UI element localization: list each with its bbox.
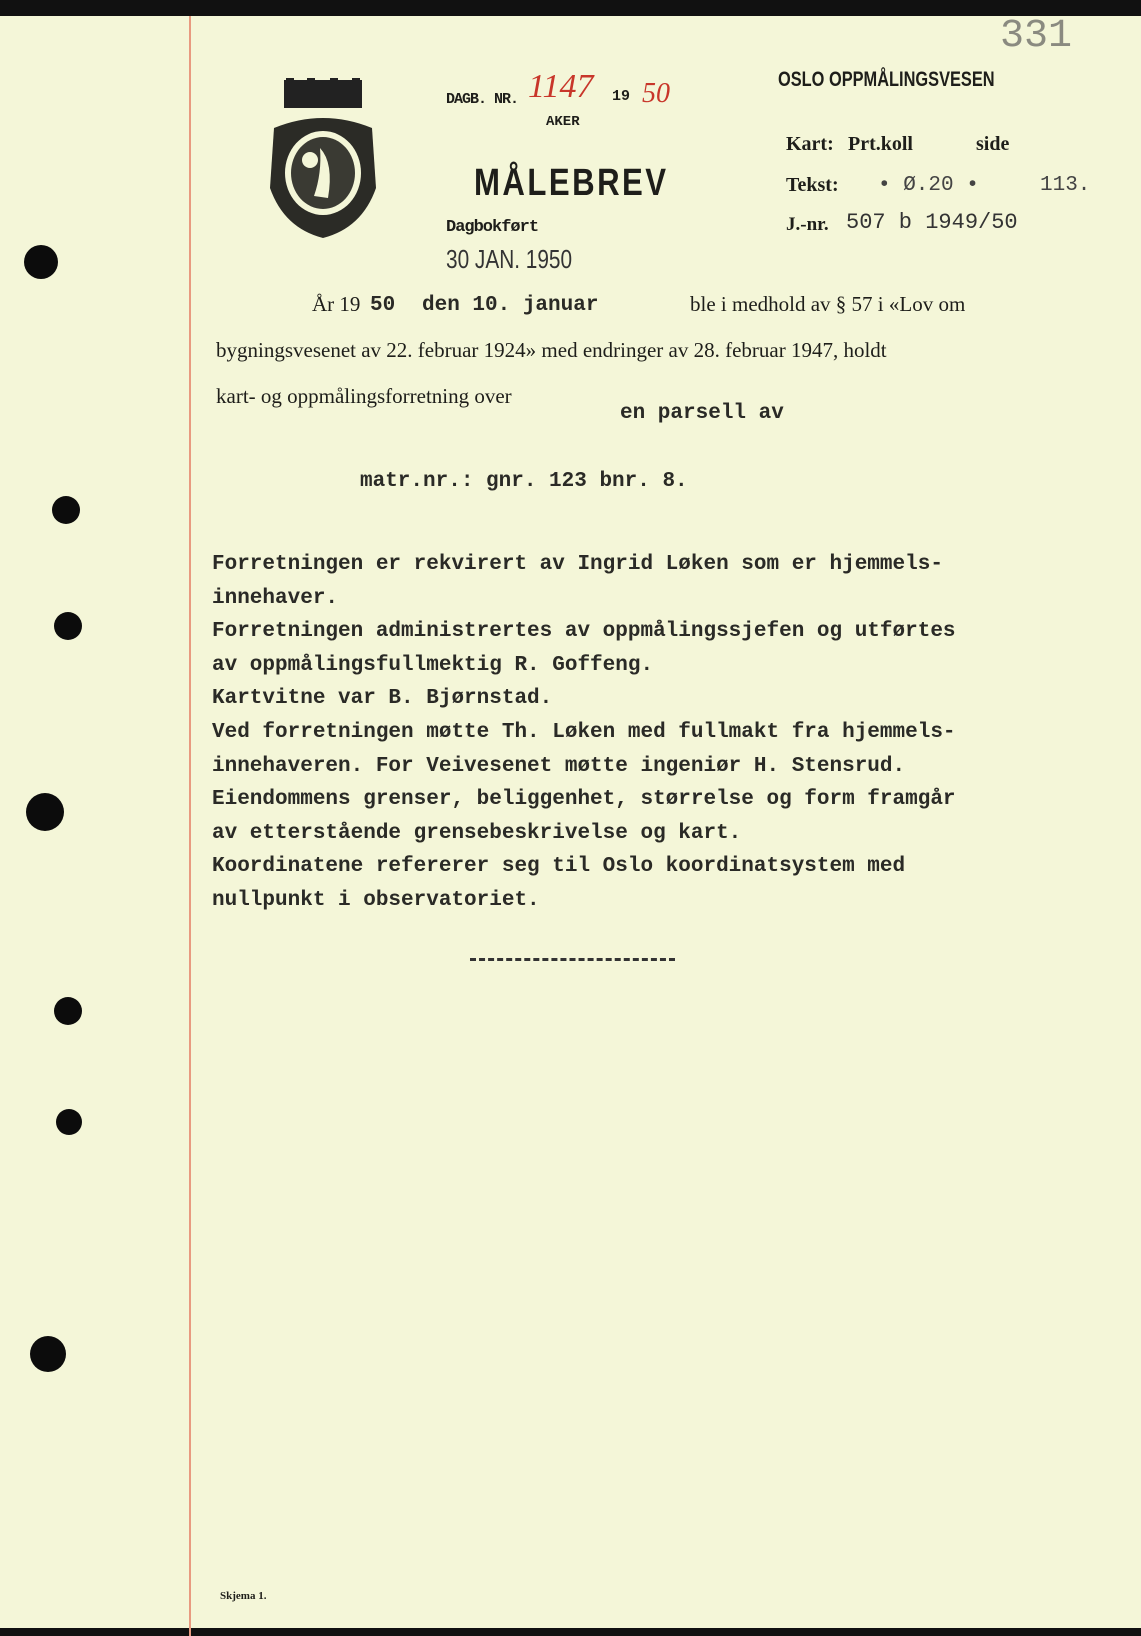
page-number: 331 — [1000, 14, 1073, 59]
dagb-handwritten-year: 50 — [642, 78, 670, 109]
body-line: av etterstående grensebeskrivelse og kart. — [212, 821, 742, 845]
punch-hole — [26, 793, 64, 831]
dagb-label: DAGB. NR. — [446, 91, 519, 108]
body-text — [212, 548, 956, 918]
intro-line2: bygningsvesenet av 22. februar 1924» med endringer av 28. februar 1947, holdt — [216, 338, 887, 362]
dagb-handwritten-number: 1147 — [528, 68, 594, 105]
aker-label: AKER — [546, 114, 580, 130]
form-label: Skjema 1. — [220, 1590, 267, 1602]
body-line: innehaveren. For Veivesenet møtte ingeniør H. Stensrud. — [212, 754, 906, 778]
punch-hole — [52, 496, 80, 524]
office-name: OSLO OPPMÅLINGSVESEN — [778, 68, 995, 91]
document-title: MÅLEBREV — [474, 162, 669, 204]
punch-hole — [54, 612, 82, 640]
side-label: side — [976, 133, 1010, 155]
body-line: Forretningen er rekvirert av Ingrid Løken som er hjemmels- — [212, 553, 943, 576]
punch-hole — [56, 1109, 82, 1135]
punch-hole — [30, 1336, 66, 1372]
scan-border-bottom — [0, 1628, 1141, 1636]
punch-hole — [24, 245, 58, 279]
scan-border-top — [0, 0, 1141, 16]
body-line: av oppmålingsfullmektig R. Goffeng. — [212, 653, 654, 677]
intro-year-prefix: År 19 — [312, 292, 361, 316]
jnr-value: 507 b 1949/50 — [846, 210, 1018, 235]
kart-value: Prt.koll — [848, 133, 913, 155]
dagb-year-prefix: 19 — [612, 88, 631, 105]
body-line: Forretningen administrertes av oppmålingssjefen og utførtes — [212, 620, 956, 644]
intro-line3: kart- og oppmålingsforretning over — [216, 384, 512, 408]
tekst-value: • Ø.20 • — [878, 174, 979, 197]
intro-object: en parsell av — [620, 402, 784, 425]
intro-line1-text: ble i medhold av § 57 i «Lov om — [690, 292, 966, 316]
body-line: nullpunkt i observatoriet. — [212, 888, 540, 912]
body-line: Eiendommens grenser, beliggenhet, størrelse og form framgår — [212, 788, 956, 812]
matrikkel-number: matr.nr.: gnr. 123 bnr. 8. — [360, 470, 688, 493]
intro-date: den 10. januar — [422, 294, 599, 317]
dagbokfort-stamp-label: Dagbokført — [446, 218, 539, 237]
jnr-label: J.-nr. — [786, 214, 829, 235]
body-line: Koordinatene refererer seg til Oslo koordinatsystem med — [212, 855, 906, 879]
kart-label: Kart: — [786, 133, 834, 155]
body-line: innehaver. — [212, 586, 339, 610]
intro-year: 50 — [370, 294, 396, 317]
dagbokfort-stamp-date: 30 JAN. 1950 — [446, 244, 573, 274]
side-value: 113. — [1040, 174, 1091, 197]
punch-hole — [54, 997, 82, 1025]
closing-rule — [470, 958, 675, 961]
margin-line — [189, 16, 191, 1636]
body-line: Kartvitne var B. Bjørnstad. — [212, 687, 553, 711]
oslo-coat-of-arms-seal — [262, 78, 384, 240]
tekst-label: Tekst: — [786, 174, 839, 196]
body-line: Ved forretningen møtte Th. Løken med fullmakt fra hjemmels- — [212, 720, 956, 744]
